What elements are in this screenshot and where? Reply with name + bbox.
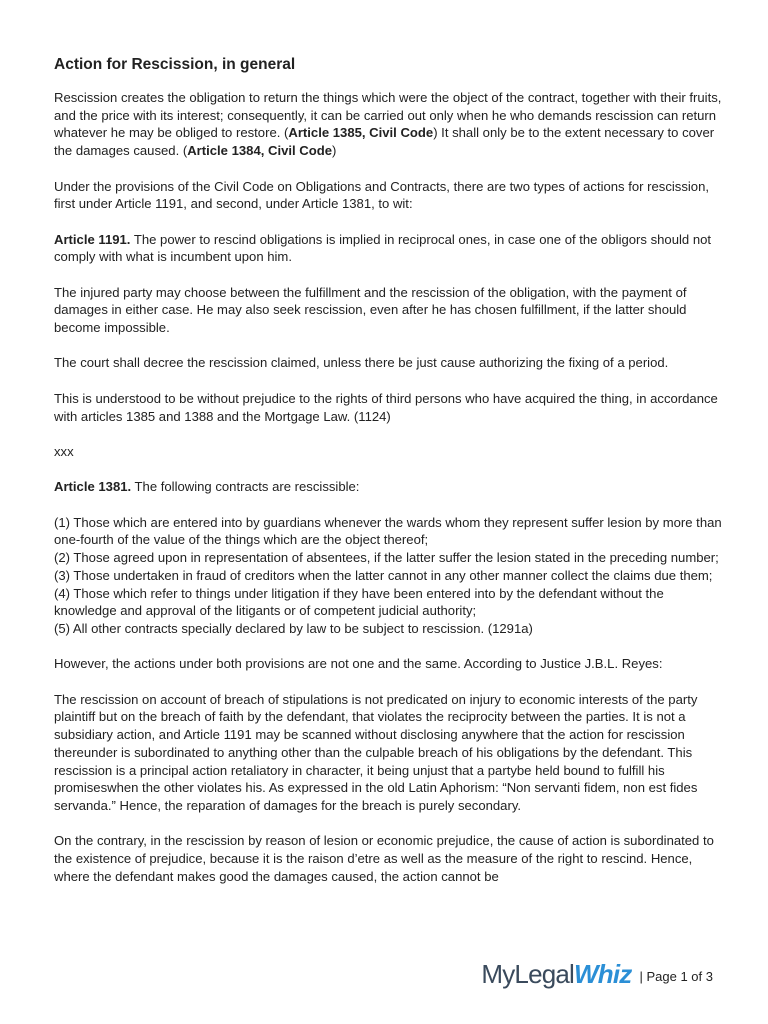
paragraph-two-types: Under the provisions of the Civil Code on Obligations and Contracts, there are two types of actions for rescission, first under Article 1191, and second, under Article 1381, to wit: — [54, 178, 710, 212]
page-footer — [481, 959, 713, 989]
text-run: Rescission creates the obligation to return the things which were the object of the contract, together with their fruits, and the price with its interest; consequently, it can be carried out only when he who demands rescission can return whatever he may be obliged to restore. ( — [54, 90, 722, 141]
page-number: | Page 1 of 3 — [639, 968, 713, 984]
paragraph-injured-party: The injured party may choose between the fulfillment and the rescission of the obligation, with the payment of damages in either case. He may also seek rescission, even after he has chosen fulfillment, if the latter should become impossible. — [54, 284, 687, 336]
paragraph-lesion-rescission: On the contrary, in the rescission by reason of lesion or economic prejudice, the cause of action is subordinated to the existence of prejudice, because it is the raison d’etre as well as the measure of the right to rescind. Hence, where the defendant makes good the damages caused, the action cannot be — [54, 833, 714, 884]
document-body — [54, 55, 724, 903]
rescissible-contracts-list — [54, 514, 724, 638]
paragraph-ellipsis: xxx — [54, 443, 74, 459]
paragraph-rescission-definition — [54, 89, 724, 160]
list-item: (1) Those which are entered into by guardians whenever the wards whom they represent suffer lesion by more than one-fourth of the value of the things which are the object thereof; — [54, 514, 722, 548]
list-item: (5) All other contracts specially declared by law to be subject to rescission. (1291a) — [54, 620, 533, 636]
article-1381-heading: Article 1381. — [54, 479, 132, 495]
paragraph-third-persons: This is understood to be without prejudice to the rights of third persons who have acquired the thing, in accordance with articles 1385 and 1388 and the Mortgage Law. (1124) — [54, 390, 718, 424]
paragraph-jbl-reyes: However, the actions under both provisions are not one and the same. According to Justice J.B.L. Reyes: — [54, 656, 663, 672]
paragraph-article-1191 — [54, 231, 724, 266]
logo-text-mylegal: MyLegal — [481, 959, 575, 989]
citation-article-1385: Article 1385, Civil Code — [288, 125, 434, 141]
paragraph-breach-rescission: The rescission on account of breach of stipulations is not predicated on injury to economic interests of the party plaintiff but on the breach of faith by the defendant, that violates the reciprocity between the parties. It is not a subsidiary action, and Article 1191 may be scanned without disclosing anywhere that the action for rescission thereunder is subordinated to anything other than the culpable breach of his obligations by the defendant. This rescission is a principal action retaliatory in character, it being unjust that a partybe held bound to fulfill his promiseswhen the other violates his. As expressed in the old Latin Aphorism: “Non servanti fidem, non est fides servanda.” Hence, the reparation of damages for the breach is purely secondary. — [54, 691, 698, 813]
list-item: (3) Those undertaken in fraud of creditors when the latter cannot in any other manner collect the claims due them; — [54, 567, 713, 583]
text-run: The power to rescind obligations is implied in reciprocal ones, in case one of the obligors should not comply with what is incumbent upon him. — [54, 231, 712, 265]
citation-article-1384: Article 1384, Civil Code — [187, 143, 333, 159]
text-run: The following contracts are rescissible: — [131, 479, 360, 495]
text-run: ) — [332, 143, 337, 159]
text-run: ) It shall only be to the extent necessary to cover the damages caused. ( — [54, 125, 715, 159]
paragraph-court-decree: The court shall decree the rescission claimed, unless there be just cause authorizing the fixing of a period. — [54, 355, 669, 371]
paragraph-article-1381 — [54, 478, 724, 496]
document-title: Action for Rescission, in general — [54, 56, 296, 73]
mylegalwhiz-logo — [481, 959, 631, 989]
article-1191-heading: Article 1191. — [54, 231, 131, 247]
list-item: (4) Those which refer to things under litigation if they have been entered into by the defendant without the knowledge and approval of the litigants or of competent judicial authority; — [54, 585, 664, 619]
list-item: (2) Those agreed upon in representation of absentees, if the latter suffer the lesion stated in the preceding number; — [54, 550, 719, 566]
logo-text-whiz: Whiz — [574, 959, 632, 989]
